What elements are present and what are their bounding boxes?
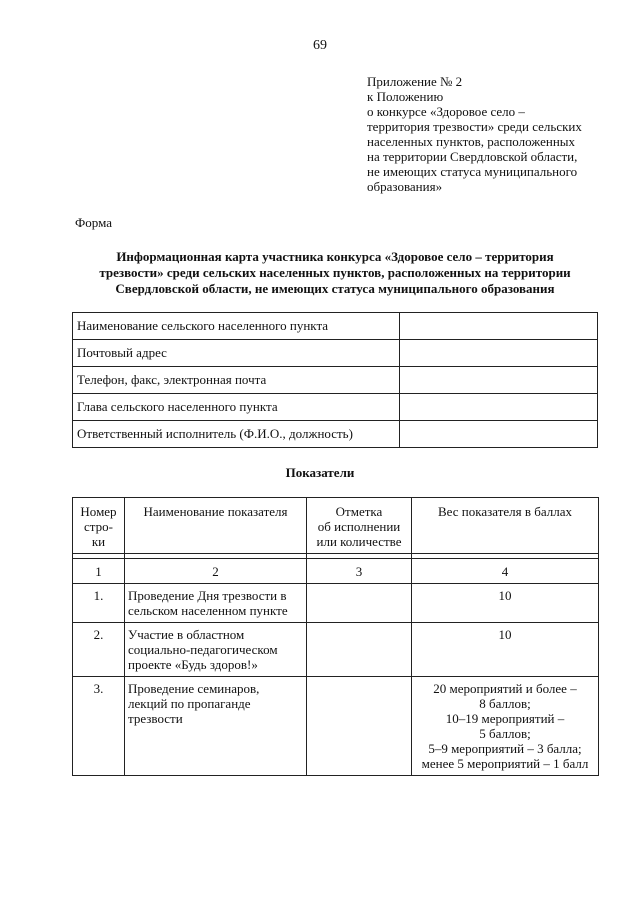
info-label: Глава сельского населенного пункта [73,394,400,421]
indicator-name-line: проекте «Будь здоров!» [128,657,258,672]
info-value-field[interactable] [400,394,598,421]
header-number [73,498,125,554]
appendix-line: территория трезвости» среди сельских [367,119,582,134]
indicator-weight-line: 8 баллов; [479,696,531,711]
card-title-line: трезвости» среди сельских населенных пунктов, расположенных на территории [99,265,571,280]
info-row [73,421,598,448]
indicators-table [72,497,599,776]
indicator-weight: 10 [412,623,599,677]
appendix-line: к Положению [367,89,444,104]
info-row [73,313,598,340]
indicator-number: 1. [73,584,125,623]
appendix-line: населенных пунктов, расположенных [367,134,576,149]
column-number: 4 [412,559,599,584]
indicator-number: 3. [73,677,125,776]
column-number: 2 [125,559,307,584]
indicator-name [125,677,307,776]
header-mark-line: Отметка [335,504,383,519]
info-value-field[interactable] [400,367,598,394]
indicator-row [73,677,599,776]
header-number-line: ки [91,534,106,549]
indicator-name-line: лекций по пропаганде [128,696,251,711]
info-label: Почтовый адрес [73,340,400,367]
indicator-weight-line: 5–9 мероприятий – 3 балла; [428,741,582,756]
info-label: Ответственный исполнитель (Ф.И.О., должность) [73,421,400,448]
indicator-row [73,584,599,623]
header-mark-line: об исполнении [317,519,401,534]
appendix-line: на территории Свердловской области, [367,149,578,164]
indicator-name [125,623,307,677]
indicator-mark-field[interactable] [307,584,412,623]
indicator-mark-field[interactable] [307,677,412,776]
indicators-header-row [73,498,599,554]
info-value-field[interactable] [400,313,598,340]
column-numbers-row [73,559,599,584]
page-number: 69 [313,38,327,53]
info-table [72,312,598,448]
appendix-line: не имеющих статуса муниципального [367,164,578,179]
card-title-line: Информационная карта участника конкурса «Здоровое село – территория [116,249,554,264]
indicator-number: 2. [73,623,125,677]
header-mark [307,498,412,554]
indicator-name [125,584,307,623]
indicator-name-line: Участие в областном [128,627,245,642]
column-number: 3 [307,559,412,584]
info-label: Телефон, факс, электронная почта [73,367,400,394]
info-label: Наименование сельского населенного пункта [73,313,400,340]
indicator-name-line: сельском населенном пункте [128,603,288,618]
header-mark-line: или количестве [316,534,402,549]
header-number-line: Номер [80,504,117,519]
indicator-name-line: трезвости [128,711,183,726]
indicator-weight [412,677,599,776]
appendix-line: Приложение № 2 [367,74,463,89]
indicators-title: Показатели [285,465,355,480]
indicator-weight-line: 10–19 мероприятий – [445,711,565,726]
card-title [72,249,598,297]
info-value-field[interactable] [400,340,598,367]
indicator-name-line: Проведение семинаров, [128,681,260,696]
indicator-name-line: социально-педагогическом [128,642,278,657]
info-row [73,367,598,394]
header-number-line: стро- [84,519,113,534]
appendix-line: образования» [367,179,443,194]
info-row [73,394,598,421]
column-number: 1 [73,559,125,584]
indicator-mark-field[interactable] [307,623,412,677]
indicator-weight-line: 20 мероприятий и более – [433,681,577,696]
indicator-weight: 10 [412,584,599,623]
info-row [73,340,598,367]
indicator-name-line: Проведение Дня трезвости в [128,588,287,603]
indicator-row [73,623,599,677]
appendix-line: о конкурсе «Здоровое село – [367,104,525,119]
header-weight: Вес показателя в баллах [412,498,599,554]
indicator-weight-line: менее 5 мероприятий – 1 балл [421,756,589,771]
indicator-weight-line: 5 баллов; [479,726,531,741]
header-name: Наименование показателя [125,498,307,554]
form-label: Форма [75,215,112,230]
card-title-line: Свердловской области, не имеющих статуса муниципального образования [115,281,555,296]
appendix-block [367,74,617,194]
info-value-field[interactable] [400,421,598,448]
